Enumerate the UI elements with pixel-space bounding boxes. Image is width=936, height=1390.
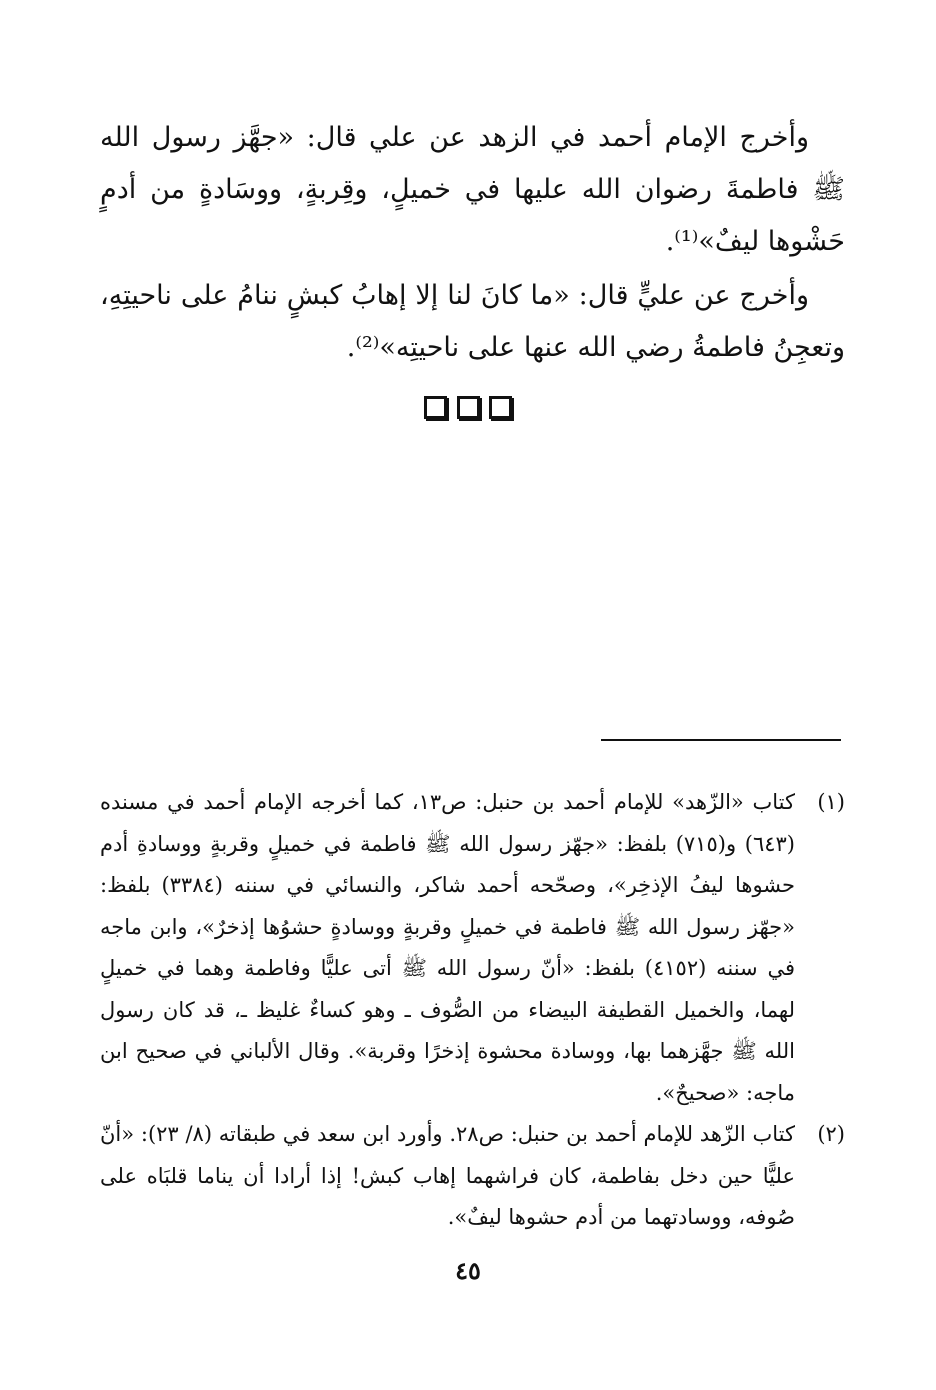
footnotes-section: [100, 782, 845, 1239]
page-number: ٤٥: [455, 1256, 481, 1285]
body-paragraph-1: وأخرج الإمام أحمد في الزهد عن علي قال: «جهَّز رسول الله ﷺ فاطمةَ رضوان الله عليها في خميلٍ، وقِربةٍ، ووسَادةٍ من أدمٍ حَشْوها ليفٌ»⁽¹⁾.: [100, 122, 845, 257]
footnote-number: (١): [817, 790, 845, 814]
footnote-2: [100, 1114, 845, 1239]
ornament-square-icon: [424, 396, 447, 419]
footnote-text: كتاب الزّهد للإمام أحمد بن حنبل: ص٢٨. وأورد ابن سعد في طبقاته (٨/ ٢٣): «أنّ عليًّا حين دخل بفاطمة، كان فراشهما إهاب كبش! إذا أرادا أن يناما قلبَاه على صُوفه، ووسادتهما من أدم حشوها ليفٌ».: [100, 1122, 795, 1229]
ornament-square-icon: [489, 396, 512, 419]
footnote-number: (٢): [817, 1122, 845, 1146]
footnote-text: كتاب «الزّهد» للإمام أحمد بن حنبل: ص١٣، كما أخرجه الإمام أحمد في مسنده (٦٤٣) و(٧١٥) بلفظ: «جهّز رسول الله ﷺ فاطمة في خميلٍ وقربةٍ ووسادةِ أدم حشوها ليفُ الإذخِر»، وصحّحه أحمد شاكر، والنسائي في سننه (٣٣٨٤) بلفظ: «جهّز رسول الله ﷺ فاطمة في خميلٍ وقربةٍ ووسادةٍ حشوُها إذخرٌ»، وابن ماجه في سننه (٤١٥٢) بلفظ: «أنّ رسول الله ﷺ أتى عليًّا وفاطمة وهما في خميلٍ لهما، والخميل القطيفة البيضاء من الصُّوف ـ وهو كساءٌ غليظ ـ، قد كان رسول الله ﷺ جهَّزهما بها، ووسادة محشوة إذخرًا وقربة». وقال الألباني في صحيح ابن ماجه: «صحيحٌ».: [100, 790, 796, 1105]
footnote-1: [100, 782, 845, 1114]
footnote-divider: [601, 739, 841, 741]
ornament-square-icon: [457, 396, 480, 419]
section-separator-ornament: [0, 396, 936, 423]
body-paragraph-2: وأخرج عن عليٍّ قال: «ما كانَ لنا إلا إهابُ كبشٍ ننامُ على ناحيتِهِ، وتعجِنُ فاطمةُ رضي الله عنها على ناحيتِه»⁽²⁾.: [100, 280, 845, 363]
